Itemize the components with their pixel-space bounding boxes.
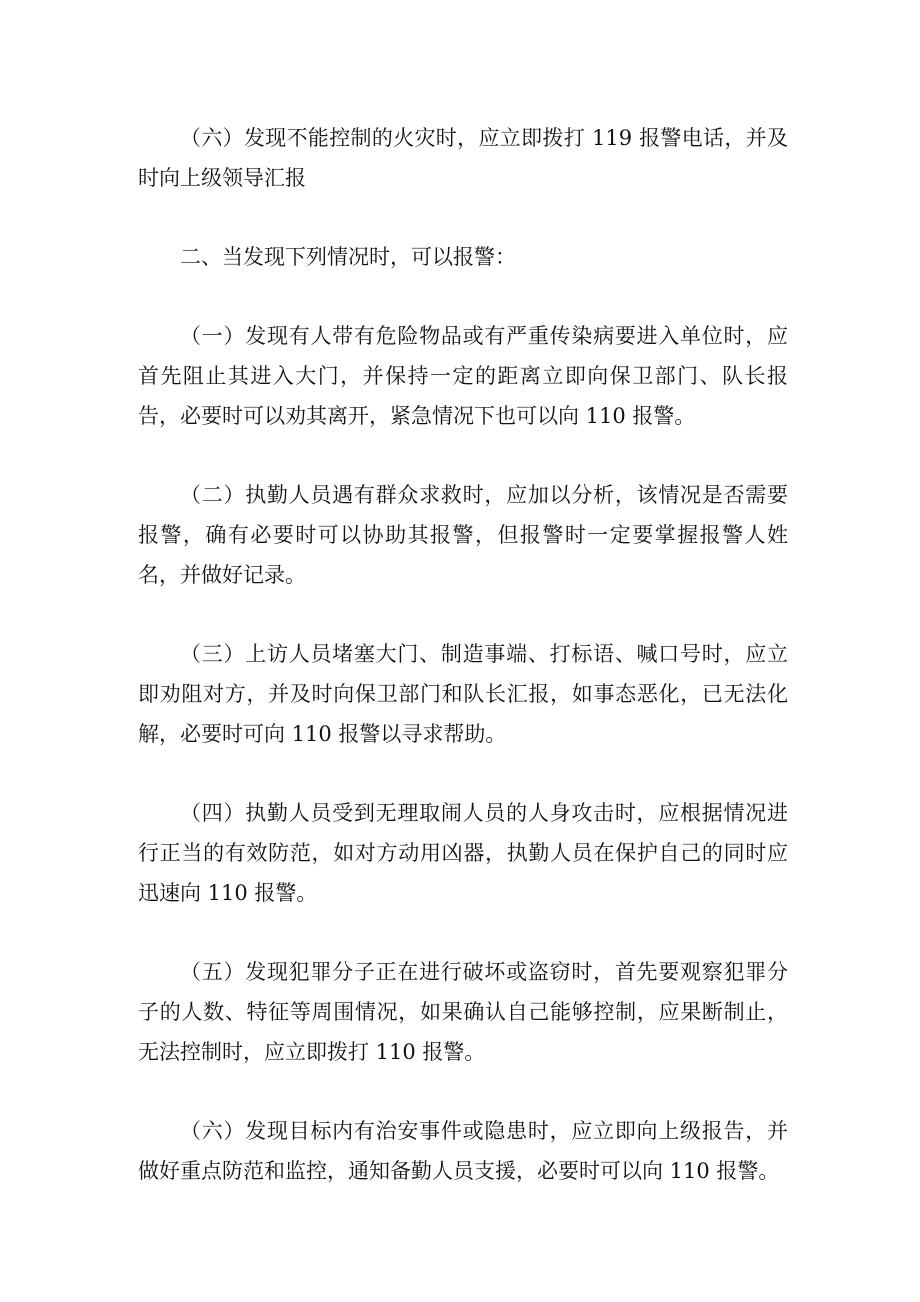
paragraph-criminals: （五）发现犯罪分子正在进行破坏或盗窃时，首先要观察犯罪分子的人数、特征等周围情况，如果确认自己能够控制，应果断制止，无法控制时，应立即拨打 110 报警。 — [138, 960, 788, 1064]
paragraph-petitioners: （三）上访人员堵塞大门、制造事端、打标语、喊口号时，应立即劝阻对方，并及时向保卫部门和队长汇报，如事态恶化，已无法化解，必要时可向 110 报警以寻求帮助。 — [138, 642, 788, 746]
section-heading-report-conditions: 二、当发现下列情况时，可以报警： — [180, 245, 516, 269]
paragraph-dangerous-items: （一）发现有人带有危险物品或有严重传染病要进入单位时，应首先阻止其进入大门，并保持一定的距离立即向保卫部门、队长报告，必要时可以劝其离开，紧急情况下也可以向 110 报警。 — [138, 324, 788, 428]
paragraph-fire-119: （六）发现不能控制的火灾时，应立即拨打 119 报警电话，并及时向上级领导汇报 — [138, 126, 788, 190]
paragraph-personal-attack: （四）执勤人员受到无理取闹人员的人身攻击时，应根据情况进行正当的有效防范，如对方动用凶器，执勤人员在保护自己的同时应迅速向 110 报警。 — [138, 801, 788, 905]
paragraph-public-help: （二）执勤人员遇有群众求救时，应加以分析，该情况是否需要报警，确有必要时可以协助其报警，但报警时一定要掌握报警人姓名，并做好记录。 — [138, 483, 788, 587]
paragraph-security-incidents: （六）发现目标内有治安事件或隐患时，应立即向上级报告，并做好重点防范和监控，通知备勤人员支援，必要时可以向 110 报警。 — [138, 1119, 788, 1183]
document-body — [138, 118, 788, 1230]
